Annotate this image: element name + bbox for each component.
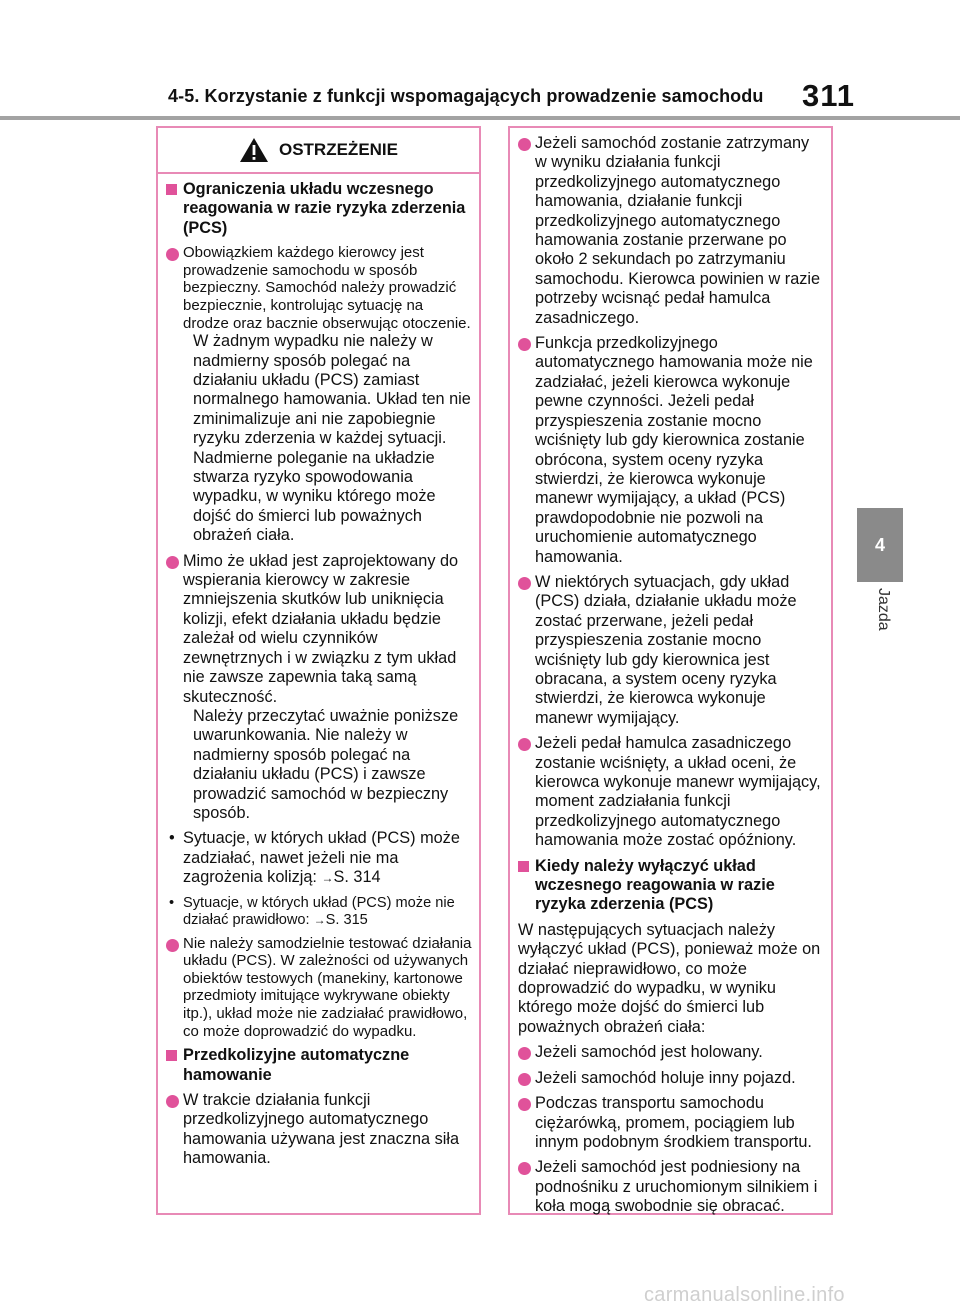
arrow-right-icon: → — [313, 912, 326, 927]
warning-header — [158, 128, 479, 174]
square-bullet-icon — [518, 861, 529, 872]
round-bullet-icon — [166, 556, 179, 569]
chapter-tab[interactable] — [857, 508, 903, 582]
warning-content-left — [166, 180, 473, 1175]
list-item: Podczas transportu samochodu ciężarówką, promem, pociągiem lub innym podobnym środkiem transportu. — [518, 1094, 825, 1152]
list-item: W trakcie działania funkcji przedkolizyjnego automatycznego hamowania używana jest znaczna siła hamowania. — [166, 1091, 473, 1169]
list-item: Funkcja przedkolizyjnego automatycznego hamowania może nie zadziałać, jeżeli kierowca wykonuje pewne czynności. Jeżeli pedał przyspieszenia zostanie mocno wciśnięty lub gdy kierownica zostanie obrócona, system oceny ryzyka stwierdzi, że kierowca wykonuje manewr wymijający, a układ (PCS) prawdopodobnie nie pozwoli na uruchomienie automatycznego hamowania. — [518, 334, 825, 567]
page-number: 311 — [802, 78, 856, 113]
square-bullet-icon — [166, 184, 177, 195]
list-item: Jeżeli samochód zostanie zatrzymany w wyniku działania funkcji przedkolizyjnego automatycznego hamowania, działanie funkcji przedkolizyjnego automatycznego hamowania zostanie przerwane po około 2 sekundach po zatrzymaniu samochodu. Kierowca powinien w razie potrzeby wcisnąć pedał hamulca zasadniczego. — [518, 134, 825, 328]
round-bullet-icon — [518, 1162, 531, 1175]
round-bullet-icon — [518, 1073, 531, 1086]
warning-box-right — [508, 126, 833, 1215]
list-item: W niektórych sytuacjach, gdy układ (PCS) działa, działanie układu może zostać przerwane, jeżeli pedał przyspieszenia zostanie mocno wciśnięty lub gdy kierownica jest obracana, a system oceny ryzyka stwierdzi, że kierowca wykonuje manewr wymijający. — [518, 573, 825, 728]
round-bullet-icon — [518, 1047, 531, 1060]
round-bullet-icon — [166, 1095, 179, 1108]
paragraph: W następujących sytuacjach należy wyłączyć układ (PCS), ponieważ może on działać nieprawidłowo, co może doprowadzić do wypadku, w wyniku którego może dojść do śmierci lub poważnych obrażeń ciała: — [518, 920, 821, 1036]
section-heading: Ograniczenia układu wczesnego reagowania w razie ryzyka zderzenia (PCS) — [166, 180, 473, 238]
warning-content-right — [518, 134, 825, 1223]
warning-title: OSTRZEŻENIE — [278, 140, 398, 159]
round-bullet-icon — [518, 577, 531, 590]
warning-box-left — [156, 126, 481, 1215]
header-divider — [0, 116, 960, 120]
list-item: Mimo że układ jest zaprojektowany do wspierania kierowcy w zakresie zmniejszenia skutków lub uniknięcia kolizji, efekt działania układu będzie zależał od wielu czynników zewnętrznych i w związku z tym układ nie zawsze zapewnia taką samą skuteczność. Należy przeczytać uważnie poniższe uwarunkowania. Nie należy w nadmierny sposób polegać na działaniu układu (PCS) i zawsze prowadzić samochód w bezpieczny sposób. — [166, 552, 473, 824]
round-bullet-icon — [518, 1098, 531, 1111]
page-reference-link[interactable]: S. 315 — [325, 911, 368, 928]
round-bullet-icon — [166, 248, 179, 261]
page-header — [0, 0, 960, 118]
list-item: • Sytuacje, w których układ (PCS) może nie działać prawidłowo: →S. 315 — [169, 894, 455, 928]
section-heading: Przedkolizyjne automatyczne hamowanie — [166, 1046, 473, 1085]
list-item: Jeżeli samochód jest podniesiony na podnośniku z uruchomionym silnikiem i koła mogą swobodnie się obracać. — [518, 1158, 825, 1216]
watermark: carmanualsonline.info — [644, 1284, 845, 1306]
warning-triangle-icon — [239, 137, 269, 163]
square-bullet-icon — [166, 1050, 177, 1061]
list-item: Jeżeli samochód jest holowany. — [518, 1043, 825, 1062]
round-bullet-icon — [166, 939, 179, 952]
round-bullet-icon — [518, 138, 531, 151]
list-item: Jeżeli samochód holuje inny pojazd. — [518, 1069, 825, 1088]
page-reference-link[interactable]: S. 314 — [333, 868, 381, 887]
chapter-label: Jazda — [875, 588, 892, 631]
list-item: Nie należy samodzielnie testować działania układu (PCS). W zależności od używanych obiektów testowych (manekiny, kartonowe przedmioty imitujące wykrywane obiekty itp.), układ może nie zadziałać prawidłowo, co może doprowadzić do wypadku. — [166, 935, 473, 1041]
section-title: 4-5. Korzystanie z funkcji wspomagających prowadzenie samochodu — [168, 86, 764, 106]
section-heading: Kiedy należy wyłączyć układ wczesnego reagowania w razie ryzyka zderzenia (PCS) — [518, 857, 825, 915]
round-bullet-icon — [518, 738, 531, 751]
list-item: • Sytuacje, w których układ (PCS) może zadziałać, nawet jeżeli nie ma zagrożenia kolizją: →S. 314 — [169, 829, 460, 887]
round-bullet-icon — [518, 338, 531, 351]
list-item: Obowiązkiem każdego kierowcy jest prowadzenie samochodu w sposób bezpieczny. Samochód należy prowadzić bezpiecznie, kontrolując sytuację na drodze oraz bacznie obserwując otoczenie. W żadnym wypadku nie należy w nadmierny sposób polegać na działaniu układu (PCS) zamiast normalnego hamowania. Układ ten nie zminimalizuje ani nie zapobiegnie ryzyku zderzenia w każdej sytuacji. Nadmierne poleganie na układzie stwarza ryzyko spowodowania wypadku, w wyniku którego może dojść do śmierci lub poważnych obrażeń ciała. — [166, 244, 473, 545]
list-item: Jeżeli pedał hamulca zasadniczego zostanie wciśnięty, a układ oceni, że kierowca wykonuje manewr wymijający, moment zadziałania funkcji przedkolizyjnego automatycznego hamowania może zostać opóźniony. — [518, 734, 825, 850]
arrow-right-icon: → — [321, 871, 334, 886]
chapter-number: 4 — [874, 534, 885, 555]
